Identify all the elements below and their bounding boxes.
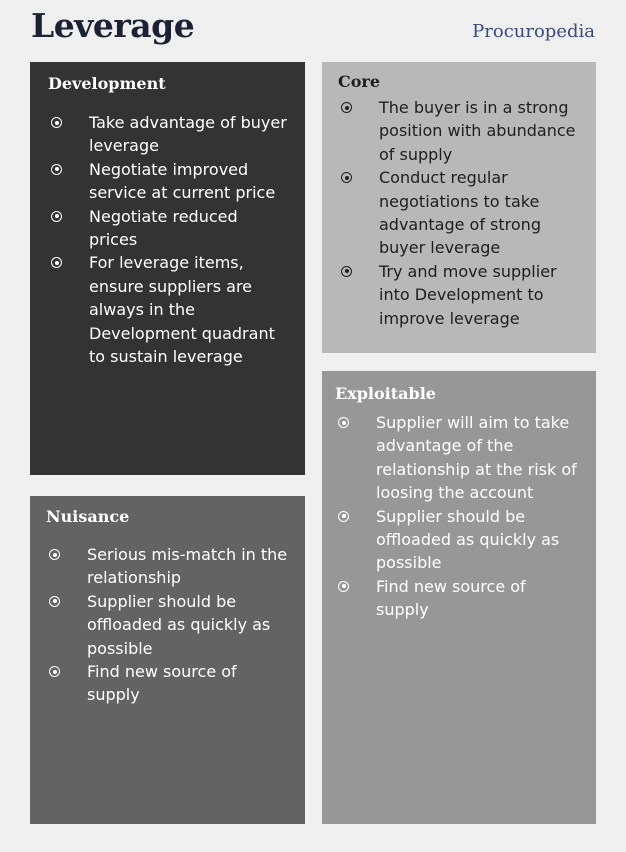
bullet-icon — [49, 666, 60, 677]
list-item — [338, 96, 580, 166]
bullet-icon — [338, 581, 349, 592]
bullet-icon — [338, 511, 349, 522]
bullet-icon — [51, 211, 62, 222]
brand-logo-text: Procuropedia — [472, 21, 595, 42]
bullet-list — [338, 96, 580, 330]
list-item-text: Take advantage of buyer leverage — [89, 113, 287, 156]
list-item — [335, 411, 583, 505]
bullet-icon — [49, 549, 60, 560]
list-item-text: Negotiate reduced prices — [89, 206, 238, 250]
list-item — [46, 590, 289, 660]
list-item — [48, 111, 287, 158]
list-item — [335, 505, 583, 575]
list-item-text: Supplier should be offloaded as quickly as possible — [87, 591, 271, 658]
quadrant-title: Nuisance — [46, 507, 130, 526]
core-quadrant — [322, 62, 596, 353]
quadrant-title: Development — [48, 74, 166, 93]
bullet-icon — [341, 266, 352, 277]
list-item — [338, 260, 580, 330]
bullet-icon — [341, 172, 352, 183]
bullet-icon — [49, 596, 60, 607]
nuisance-quadrant — [30, 496, 305, 824]
quadrant-title: Core — [338, 72, 381, 91]
quadrant-title: Exploitable — [335, 384, 436, 403]
list-item — [48, 158, 287, 205]
list-item — [338, 166, 580, 260]
list-item — [335, 575, 583, 622]
bullet-list — [48, 111, 287, 368]
development-quadrant — [30, 62, 305, 475]
bullet-icon — [51, 117, 62, 128]
list-item-text: Find new source of supply — [87, 662, 237, 705]
list-item-text: Try and move supplier into Development to improve leverage — [379, 261, 557, 328]
list-item-text: Find new source of supply — [376, 576, 526, 620]
list-item-text: Negotiate improved service at current price — [89, 159, 276, 203]
list-item-text: Supplier will aim to take advantage of the relationship at the risk of loosing the account — [376, 413, 577, 503]
list-item — [46, 543, 289, 590]
bullet-list — [335, 411, 583, 622]
list-item — [48, 205, 287, 252]
list-item-text: The buyer is in a strong position with abundance of supply — [379, 98, 576, 164]
bullet-list — [46, 543, 289, 707]
list-item-text: Serious mis-match in the relationship — [87, 545, 288, 588]
page-title: Leverage — [31, 6, 195, 45]
bullet-icon — [51, 257, 62, 268]
list-item — [46, 660, 289, 707]
list-item-text: Supplier should be offloaded as quickly as possible — [376, 506, 560, 573]
bullet-icon — [338, 417, 349, 428]
bullet-icon — [341, 102, 352, 113]
exploitable-quadrant — [322, 371, 596, 824]
list-item — [48, 251, 287, 368]
list-item-text: Conduct regular negotiations to take advantage of strong buyer leverage — [379, 168, 541, 258]
bullet-icon — [51, 164, 62, 175]
list-item-text: For leverage items, ensure suppliers are always in the Development quadrant to sustain leverage — [89, 253, 275, 367]
